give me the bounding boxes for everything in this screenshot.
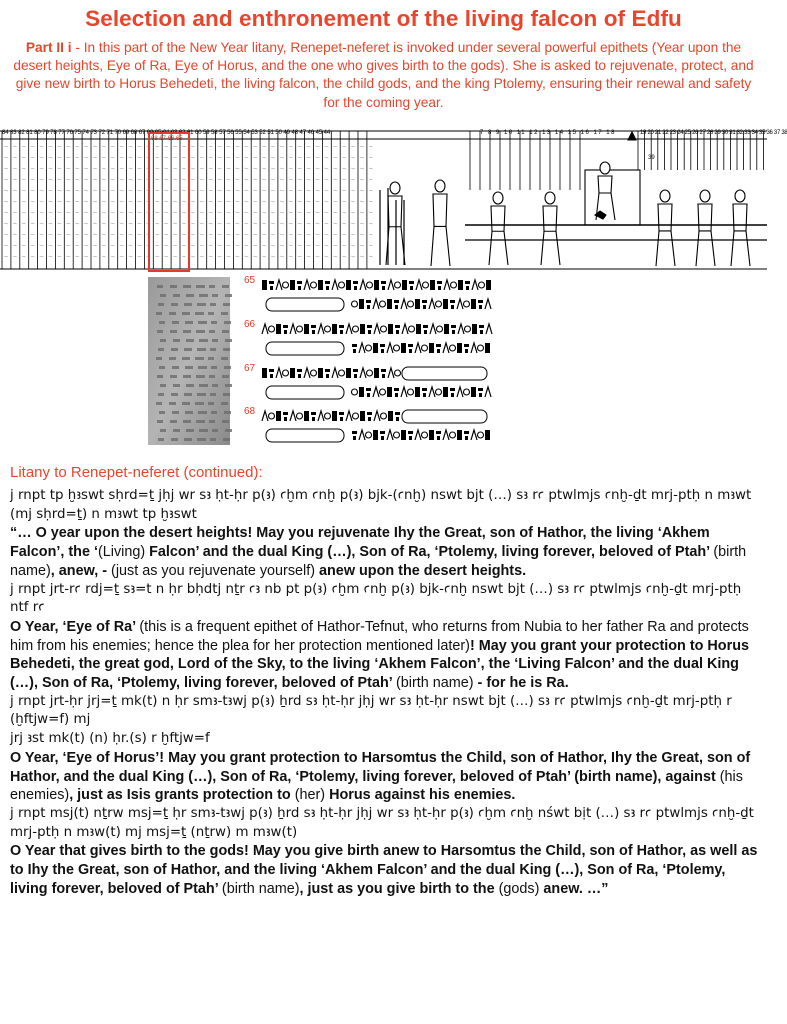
glyph-line-number-67: 67 [244, 363, 256, 374]
translation-run: (his enemies) [10, 768, 743, 804]
litany-text [10, 487, 762, 898]
section-heading: Litany to Renepet-neferet (continued): [10, 464, 263, 481]
transliteration-3: j rnpt jrt-ḥr jrj=ṯ mk(t) n ḥr smꜣ-tꜣwj p(ꜣ) ẖrd sꜣ ḥt-ḥr jḥj wr sꜣ ḥt-ḥr nswt bjt (…) sꜣ rꜥ ptwlmjs ꜥnḫ-ḏt mrj-ptḥ r (ḫftjw=f) mj [10, 693, 732, 728]
hieroglyph-transcription [242, 275, 492, 450]
translation-run: (gods) [498, 880, 544, 897]
intro-paragraph [8, 39, 759, 112]
translation-run: anew upon the desert heights. [319, 562, 527, 579]
translation-run: O Year, ‘Eye of Ra’ [10, 618, 140, 635]
translation-run: (birth name) [395, 675, 478, 692]
translation-run: ! May you grant your protection to Horus Behedeti, the great god, Lord of the Sky, to the living ‘Akhem Falcon’, the ‘Living Falcon’ and the dual King (…), Son of Ra, ‘Ptolemy, living forever, beloved of Ptah’ [10, 637, 749, 692]
column-numbers [0, 130, 787, 139]
translation-run: , just as Isis grants protection to [69, 787, 295, 804]
intro-text: - In this part of the New Year litany, Renepet-neferet is invoked under several powerful epithets (Year upon the desert heights, Eye of Ra, Eye of Horus, and the one who gives birth to the gods). She is asked to rejuvenate, protect, and give new birth to Horus Behedeti, the living falcon, the child gods, and the king Ptolemy, ensuring their renewal and safety for the coming year. [13, 40, 754, 110]
transliteration-3b: jrj ꜣst mk(t) (n) ḥr.(s) r ḫftjw=f [10, 731, 210, 747]
glyph-line-number-65: 65 [244, 275, 256, 286]
inscription-photo [148, 277, 230, 445]
translation-3 [10, 749, 762, 805]
temple-relief-drawing [0, 130, 767, 270]
translation-run: “… O year upon the desert heights! May you rejuvenate Ihy the Great, son of Hathor, the living ‘Akhem Falcon’, the ‘ [10, 525, 710, 561]
page-title: Selection and enthronement of the living falcon of Edfu [85, 6, 682, 31]
column-numbers-right: 19 20 21 22 23 24 25 26 27 28 29 30 31 32 33 34 35 36 37 38 [640, 130, 787, 136]
translation-run: (Living) [97, 544, 150, 561]
translation-2 [10, 618, 762, 693]
translation-run: anew. …” [543, 880, 609, 897]
translation-run: (her) [294, 787, 330, 804]
translation-run: , anew, - [50, 562, 112, 579]
scene-number: 39 [648, 155, 655, 161]
translation-1 [10, 524, 762, 580]
translation-run: O Year that gives birth to the gods! May you give birth anew to Harsomtus the Child, son of Hathor, as well as to Ihy the Great, son of Hathor, and the living ‘Akhem Falcon’ and the dual King (…), Son of Ra, ‘Ptolemy, living forever, beloved of Ptah’ [10, 843, 758, 897]
part-label: Part II i [25, 40, 72, 55]
translation-4 [10, 842, 762, 898]
translation-run: (just as you rejuvenate yourself) [111, 562, 320, 579]
translation-run: Falcon’ and the dual King (…), Son of Ra, ‘Ptolemy, living forever, beloved of Ptah’ [149, 544, 714, 561]
translation-run: (this is a frequent epithet of Hathor-Tefnut, who returns from Nubia to her father Ra and protects him from his enemies; hence the plea for her protection mentioned later) [10, 618, 749, 654]
translation-run: (birth name) [221, 880, 300, 897]
translation-run: , just as you give birth to the [299, 880, 499, 897]
transliteration-4: j rnpt msj(t) nṯrw msj=ṯ ḥr smꜣ-tꜣwj p(ꜣ) ẖrd sꜣ ḥt-ḥr jḥj wr sꜣ ḥt-ḥr p(ꜣ) ꜥḫm ꜥnḫ nśwt bịt (…) sꜣ rꜥ ptwlmjs ꜥnḫ-ḏt mrj-ptḥ n mꜣw(t) mj msj=ṯ (nṯrw) m mꜣw(t) [10, 805, 754, 840]
translation-run: Horus against his enemies. [329, 787, 516, 804]
translation-run: O Year, ‘Eye of Horus’! May you grant protection to Harsomtus the Child, son of Hathor, Ihy the Great, son of Hathor, and the dual King (…), Son of Ra, ‘Ptolemy, living forever, beloved of Ptah’ (birth name), against [10, 749, 751, 785]
translation-run: (birth name) [10, 544, 747, 579]
highlighted-columns-box [148, 132, 190, 272]
transliteration-2: j rnpt jrt-rꜥ rdj=ṯ sꜣ=t n ḥr bḥdtj nṯr ꜥꜣ nb pt p(ꜣ) ꜥḫm ꜥnḫ p(ꜣ) bjk-ꜥnḫ nswt bjt (…) sꜣ rꜥ ptwlmjs ꜥnḫ-ḏt mrj-ptḥ ntf rꜥ [10, 581, 742, 616]
translation-run: - for he is Ra. [477, 675, 569, 692]
glyph-line-number-66: 66 [244, 319, 256, 330]
glyph-line-number-68: 68 [244, 406, 256, 417]
column-numbers-left: 84 83 82 81 80 79 78 77 76 75 74 73 72 71 70 69 68 67 66 65 64 63 62 61 60 59 58 57 56 55 54 53 52 51 50 49 48 47 46 45 44 [2, 130, 331, 136]
column-numbers-mid: 7 8 9 10 11 12 13 14 15 16 17 18 [480, 130, 616, 136]
transliteration-1: j rnpt tp ḫꜣswt sḥrd=ṯ jḥj wr sꜣ ḥt-ḥr p(ꜣ) ꜥḫm ꜥnḫ p(ꜣ) bjk-(ꜥnḫ) nswt bjt (…) sꜣ rꜥ ptwlmjs ꜥnḫ-ḏt mrj-ptḥ n mꜣwt (mj sḥrd=ṯ) n mꜣwt tp ḫꜣswt [10, 488, 752, 522]
highlighted-column-numbers: 68 67 66 65 [151, 136, 183, 142]
